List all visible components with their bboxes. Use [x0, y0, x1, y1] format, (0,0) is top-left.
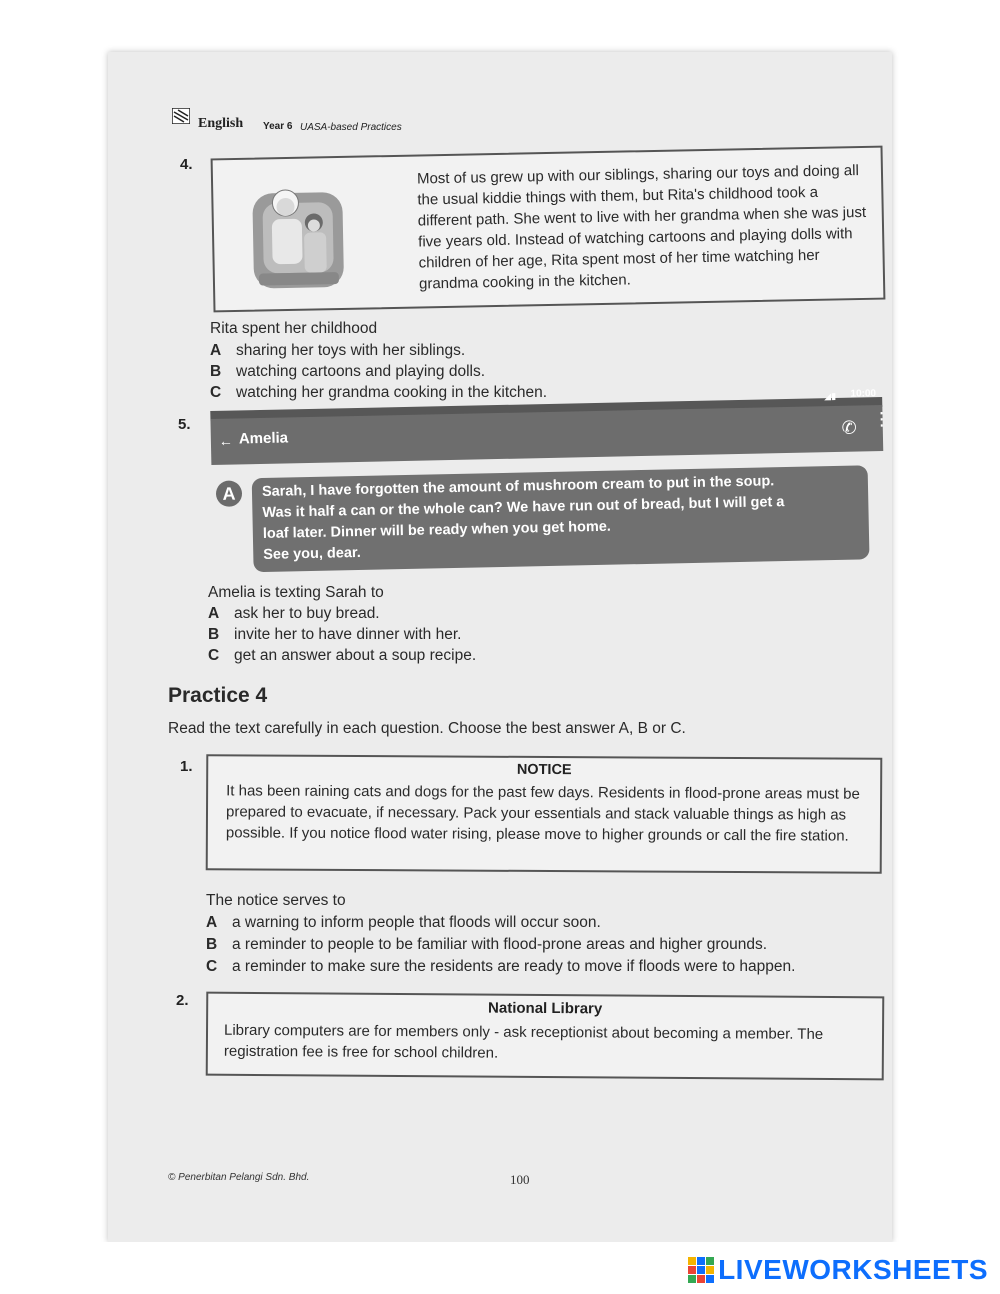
- option-text: a reminder to people to be familiar with flood-prone areas and higher grounds.: [232, 936, 768, 953]
- option-c[interactable]: [208, 647, 476, 665]
- message-bubble: [252, 465, 870, 572]
- option-text: ask her to buy bread.: [234, 605, 380, 622]
- option-c[interactable]: [210, 384, 547, 402]
- option-letter: A: [208, 605, 220, 622]
- option-letter: B: [206, 936, 218, 953]
- subject-title: English: [198, 116, 244, 131]
- avatar: A: [216, 480, 243, 507]
- instructions: Read the text carefully in each question. Choose the best answer A, B or C.: [168, 720, 686, 737]
- passage-text: Most of us grew up with our siblings, sharing our toys and doing all the usual kiddie things with them, but Rita's childhood took a different path. She went to live with her grandma when she was just five years old. Instead of watching cartoons and playing dolls with children of her age, Rita spent most of her time watching her grandma cooking in the kitchen.: [416, 162, 867, 293]
- option-letter: A: [206, 914, 218, 931]
- liveworksheets-logo: [688, 1254, 988, 1286]
- option-letter: B: [210, 363, 222, 380]
- worksheet-page: [108, 52, 892, 1242]
- option-letter: B: [208, 626, 220, 643]
- option-a[interactable]: [206, 914, 601, 932]
- publisher-credit: © Penerbitan Pelangi Sdn. Bhd.: [168, 1172, 310, 1183]
- notice-text: It has been raining cats and dogs for the past few days. Residents in flood-prone areas must be prepared to evacuate, if necessary. Pack your essentials and stack valuable things as high as possible. If you notice flood water rising, please move to higher grounds or call the fire station.: [225, 782, 860, 845]
- option-text: sharing her toys with her siblings.: [236, 342, 466, 359]
- clock: 10:00: [850, 388, 877, 400]
- message-line: Was it half a can or the whole can? We have run out of bread, but I will get a: [262, 494, 785, 521]
- option-text: a warning to inform people that floods will occur soon.: [232, 914, 601, 931]
- library-text: Library computers are for members only - ask receptionist about becoming a member. The registration fee is free for school children.: [223, 1021, 824, 1062]
- option-text: invite her to have dinner with her.: [234, 626, 462, 643]
- logo-grid-icon: [688, 1257, 714, 1283]
- question-number: 1.: [180, 758, 193, 775]
- library-notice-box: [206, 992, 885, 1081]
- option-a[interactable]: [210, 342, 465, 360]
- series-label: UASA-based Practices: [300, 122, 402, 133]
- option-letter: C: [208, 647, 220, 664]
- question-stem: The notice serves to: [206, 892, 346, 909]
- message-line: loaf later. Dinner will be ready when you get home.: [262, 518, 612, 542]
- option-b[interactable]: [210, 363, 485, 381]
- option-c[interactable]: [206, 958, 795, 976]
- message-line: See you, dear.: [263, 544, 361, 563]
- option-b[interactable]: [206, 936, 767, 954]
- library-title: National Library: [488, 999, 603, 1018]
- option-b[interactable]: [208, 626, 461, 644]
- option-text: a reminder to make sure the residents are ready to move if floods were to happen.: [232, 958, 796, 975]
- section-title: Practice 4: [168, 684, 268, 707]
- option-letter: A: [210, 342, 222, 359]
- notice-box: [206, 754, 883, 874]
- more-options-icon[interactable]: ⋮: [872, 408, 891, 430]
- option-text: watching cartoons and playing dolls.: [236, 363, 486, 380]
- brand-name: LIVEWORKSHEETS: [718, 1254, 988, 1285]
- option-text: get an answer about a soup recipe.: [234, 647, 477, 664]
- page-number: 100: [510, 1172, 530, 1187]
- option-letter: C: [210, 384, 222, 401]
- phone-call-icon[interactable]: ✆: [841, 417, 857, 438]
- grandma-and-child-illustration: [247, 172, 349, 294]
- notice-title: NOTICE: [516, 761, 572, 779]
- option-a[interactable]: [208, 605, 380, 623]
- option-text: watching her grandma cooking in the kitchen.: [236, 384, 548, 401]
- message-line: Sarah, I have forgotten the amount of mushroom cream to put in the soup.: [261, 473, 775, 500]
- question-number: 5.: [178, 416, 191, 433]
- question-number: 4.: [180, 156, 193, 173]
- back-arrow-icon[interactable]: ←: [218, 432, 234, 449]
- year-label: Year 6: [263, 121, 293, 132]
- question-stem: Amelia is texting Sarah to: [208, 584, 384, 601]
- option-letter: C: [206, 958, 218, 975]
- question-number: 2.: [176, 992, 189, 1009]
- contact-name: Amelia: [238, 429, 289, 448]
- question-stem: Rita spent her childhood: [210, 320, 378, 337]
- book-lines-icon: [172, 108, 190, 124]
- signal-battery-icon: ◢▮: [824, 390, 837, 402]
- passage-box: [211, 146, 886, 313]
